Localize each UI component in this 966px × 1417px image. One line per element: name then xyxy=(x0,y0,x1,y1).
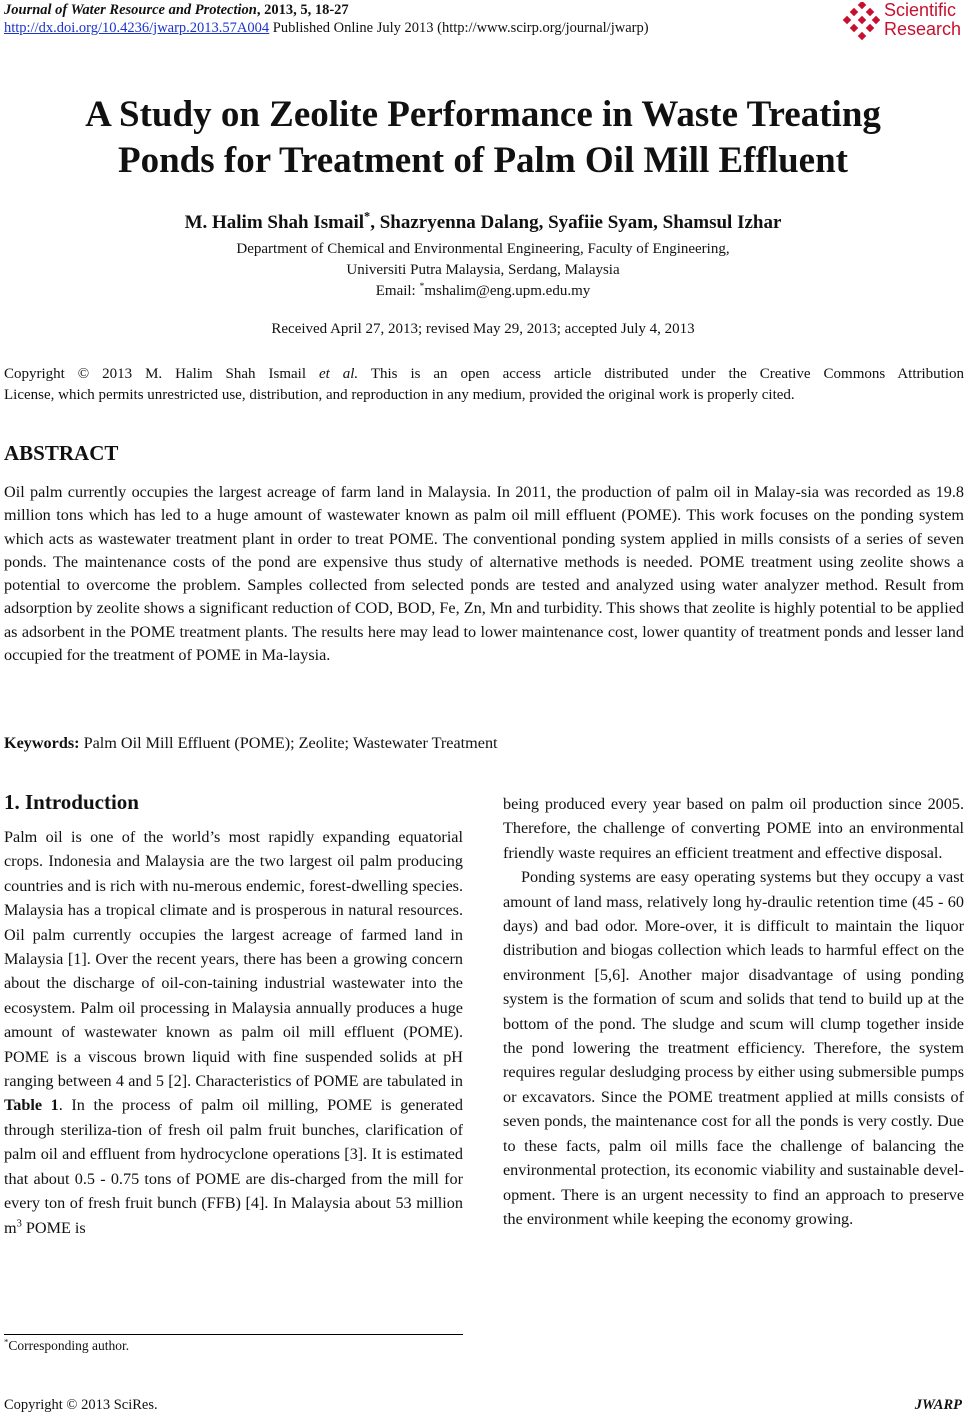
intro-paragraph-continued: being produced every year based on palm oil production since 2005. Therefore, the challenge of converting POME into an environmental friendly waste requires an efficient treatment and effective disposal. xyxy=(503,795,964,862)
right-column xyxy=(503,792,964,1231)
intro-p1-part2: . In the process of palm oil milling, POME is generated through steriliza-tion of fresh oil palm fruit bunches, clarification of palm oil and effluent from hydrocyclone operations [3]. It is estimated that about 0.5 - 0.75 tons of POME are dis-charged from the mill for every ton of fresh fruit bunch (FFB) [4]. In Malaysia about 53 million m xyxy=(4,1096,463,1237)
copyright-license: This is an open access article distributed under the Creative Commons Attribution xyxy=(358,366,964,382)
affiliation-line1: Department of Chemical and Environmental Engineering, Faculty of Engineering, xyxy=(236,241,730,257)
copyright-line1 xyxy=(4,364,964,385)
copyright-text: Copyright © 2013 M. Halim Shah Ismail xyxy=(4,366,319,382)
logo-text-line2: Research xyxy=(884,19,962,39)
publisher-logo xyxy=(842,0,960,44)
logo-text-line1: Scientific xyxy=(884,0,957,20)
publication-line xyxy=(4,20,649,37)
journal-header xyxy=(4,2,349,19)
copyright-line2: License, which permits unrestricted use, distribution, and reproduction in any medium, provided the original work is properly cited. xyxy=(4,387,795,403)
author-list xyxy=(0,209,966,234)
email-label: Email: xyxy=(375,283,420,299)
intro-p1-part1: Palm oil is one of the world’s most rapidly expanding equatorial crops. Indonesia and Malaysia are the two largest oil palm producing countries and is rich with nu-merous endemic, forest-dwelling species. Malaysia has a tropical climate and is prosperous in natural resources. Oil palm currently occupies the largest acreage of farmed land in Malaysia [1]. Over the recent years, there has been a growing concern about the discharge of oil-con-taining industrial wastewater into the ecosystem. Palm oil processing in Malaysia annually produces a huge amount of wastewater known as palm oil mill effluent (POME). POME is a viscous brown liquid with fine suspended solids at pH ranging between 4 and 5 [2]. Characteristics of POME are tabulated in xyxy=(4,828,463,1091)
keywords-list: Palm Oil Mill Effluent (POME); Zeolite; Wastewater Treatment xyxy=(79,734,498,752)
email-address[interactable]: mshalim@eng.upm.edu.my xyxy=(424,283,591,299)
doi-link[interactable]: http://dx.doi.org/10.4236/jwarp.2013.57A004 xyxy=(4,20,270,36)
footnote xyxy=(4,1338,129,1354)
corresponding-mark: * xyxy=(364,209,371,224)
table-1-reference[interactable]: Table 1 xyxy=(4,1096,59,1115)
abstract-heading: ABSTRACT xyxy=(4,441,119,465)
email-mark: * xyxy=(419,281,425,292)
abstract-text: Oil palm currently occupies the largest acreage of farm land in Malaysia. In 2011, the production of palm oil in Malay-sia was recorded as 19.8 million tons which has led to a huge amount of wastewater known as palm oil mill effluent (POME). This work focuses on the ponding system which acts as wastewater treatment plant in order to treat POME. The conventional ponding system applied in mills consists of a series of seven ponds. The maintenance costs of the pond are expensive thus study of alternative methods is needed. POME treatment using zeolite shows a potential to overcome the problem. Samples collected from selected ponds are tested and analyzed using water analyzer method. Result from adsorption by zeolite shows a significant reduction of COD, BOD, Fe, Zn, Mn and turbidity. This shows that zeolite is highly potential to be applied as adsorbent in the POME treatment plants. The results here may lead to lower maintenance cost, lower quantity of treatment ponds and lesser land occupied for the treatment of POME in Ma-laysia. xyxy=(4,483,964,665)
affiliation-line2: Universiti Putra Malaysia, Serdang, Malaysia xyxy=(346,262,620,278)
footnote-text: Corresponding author. xyxy=(8,1338,130,1353)
paper-title xyxy=(0,92,966,184)
footnote-mark: * xyxy=(4,1336,9,1347)
journal-name: Journal of Water Resource and Protection xyxy=(4,2,257,18)
author-primary: M. Halim Shah Ismail xyxy=(184,212,365,233)
copyright-etal: et al. xyxy=(318,366,359,382)
footer-copyright: Copyright © 2013 SciRes. xyxy=(4,1397,158,1413)
publisher-logo-icon xyxy=(842,2,880,42)
copyright-notice xyxy=(4,364,964,406)
intro-p1-part3: POME is xyxy=(21,1218,86,1237)
intro-paragraph-2: Ponding systems are easy operating systems but they occupy a vast amount of land mass, relatively long hy-draulic retention time (45 - 60 days) and bad odor. More-over, it is difficult to maintain the liquor distribution and biogas collection which leads to harmful effect on the environment [5,6]. Another major disadvantage of using ponding system is the formation of scum and solids that tend to build up at the bottom of the pond. The sludge and scum will clump together inside the pond lowering the treatment efficiency. Therefore, the system requires regular desludging process by either using submersible pumps or excavators. Since the POME treatment applied at mills consists of seven ponds, the maintenance cost for all the ponds is very costly. Due to these facts, palm oil mills face the challenge of balancing the environmental protection, its economic viability and sustainable devel-opment. There is an urgent necessity to find an approach to preserve the environment while keeping the economy growing. xyxy=(503,868,964,1228)
keywords-label: Keywords: xyxy=(4,734,80,752)
left-column xyxy=(4,825,463,1240)
cubic-superscript: 3 xyxy=(16,1218,22,1230)
email-line xyxy=(0,281,966,301)
published-online-text: Published Online July 2013 (http://www.scirp.org/journal/jwarp) xyxy=(269,20,649,36)
section-heading-introduction: 1. Introduction xyxy=(4,790,139,814)
journal-volume: , 2013, 5, 18-27 xyxy=(256,2,349,18)
paper-title-line1: A Study on Zeolite Performance in Waste Treating xyxy=(85,94,881,135)
footnote-divider xyxy=(4,1334,463,1335)
paper-title-line2: Ponds for Treatment of Palm Oil Mill Effluent xyxy=(117,140,848,181)
keywords xyxy=(4,734,498,753)
footer-journal-abbrev: JWARP xyxy=(914,1397,962,1413)
author-others: , Shazryenna Dalang, Syafiie Syam, Shamsul Izhar xyxy=(370,212,782,233)
intro-paragraph-1 xyxy=(4,825,463,1240)
received-dates: Received April 27, 2013; revised May 29, 2013; accepted July 4, 2013 xyxy=(271,321,695,337)
